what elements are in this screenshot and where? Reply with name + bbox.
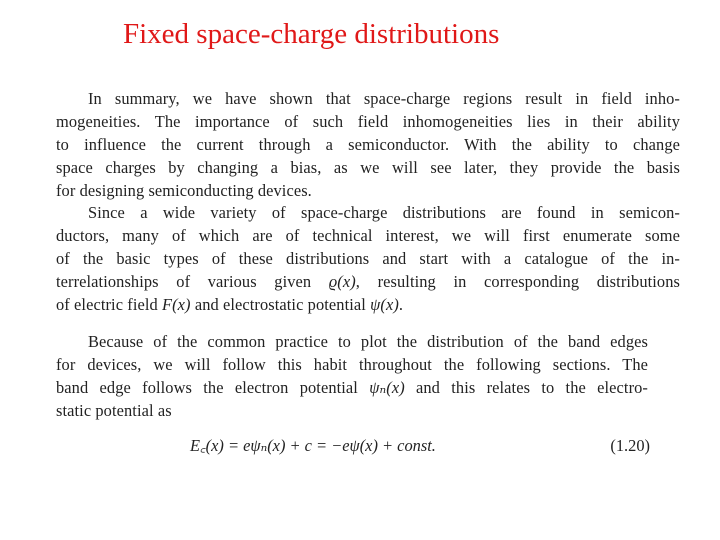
text-line: ductors, many of which are of technical interest, we will first enumerate some (56, 226, 680, 245)
text-run: band edge follows the electron potential (56, 378, 370, 397)
equation-expression: E꜀(x) = eψₙ(x) + c = −eψ(x) + const. (190, 436, 436, 455)
text-run: and this relates to the electro- (404, 378, 648, 397)
text-line (56, 270, 680, 293)
text-line (56, 376, 648, 399)
text-line: space charges by changing a bias, as we will see later, they provide the basis (56, 158, 680, 177)
text-line: for designing semiconducting devices. (56, 181, 312, 200)
text-run: . (398, 295, 404, 314)
text-run: and electrostatic potential (190, 295, 371, 314)
text-run: , resulting in corresponding distributions (355, 272, 680, 291)
text-run: of electric field (56, 295, 163, 314)
math-psi-x: ψ(x) (370, 295, 399, 314)
text-line: to influence the current through a semiconductor. With the ability to change (56, 135, 680, 154)
text-run: terrelationships of various given (56, 272, 329, 291)
equation-number: (1.20) (610, 436, 650, 455)
paragraph-distributions (56, 201, 680, 316)
paragraph-band-edges (56, 330, 648, 422)
text-line: Since a wide variety of space-charge distributions are found in semicon- (88, 203, 680, 222)
text-line: static potential as (56, 401, 172, 420)
text-line: for devices, we will follow this habit throughout the following sections. The (56, 355, 648, 374)
paragraph-summary (56, 87, 680, 202)
text-line: Because of the common practice to plot the distribution of the band edges (88, 332, 648, 351)
math-rho-x: ϱ(x) (328, 272, 356, 291)
slide-title: Fixed space-charge distributions (123, 18, 500, 50)
text-line (56, 293, 680, 316)
text-line: of the basic types of these distributions and start with a catalogue of the in- (56, 249, 680, 268)
math-psi-n-x: ψₙ(x) (369, 378, 405, 397)
math-field-f-x: F(x) (162, 295, 191, 314)
text-line: In summary, we have shown that space-charge regions result in field inho- (88, 89, 680, 108)
text-line: mogeneities. The importance of such field inhomogeneities lies in their ability (56, 112, 680, 131)
